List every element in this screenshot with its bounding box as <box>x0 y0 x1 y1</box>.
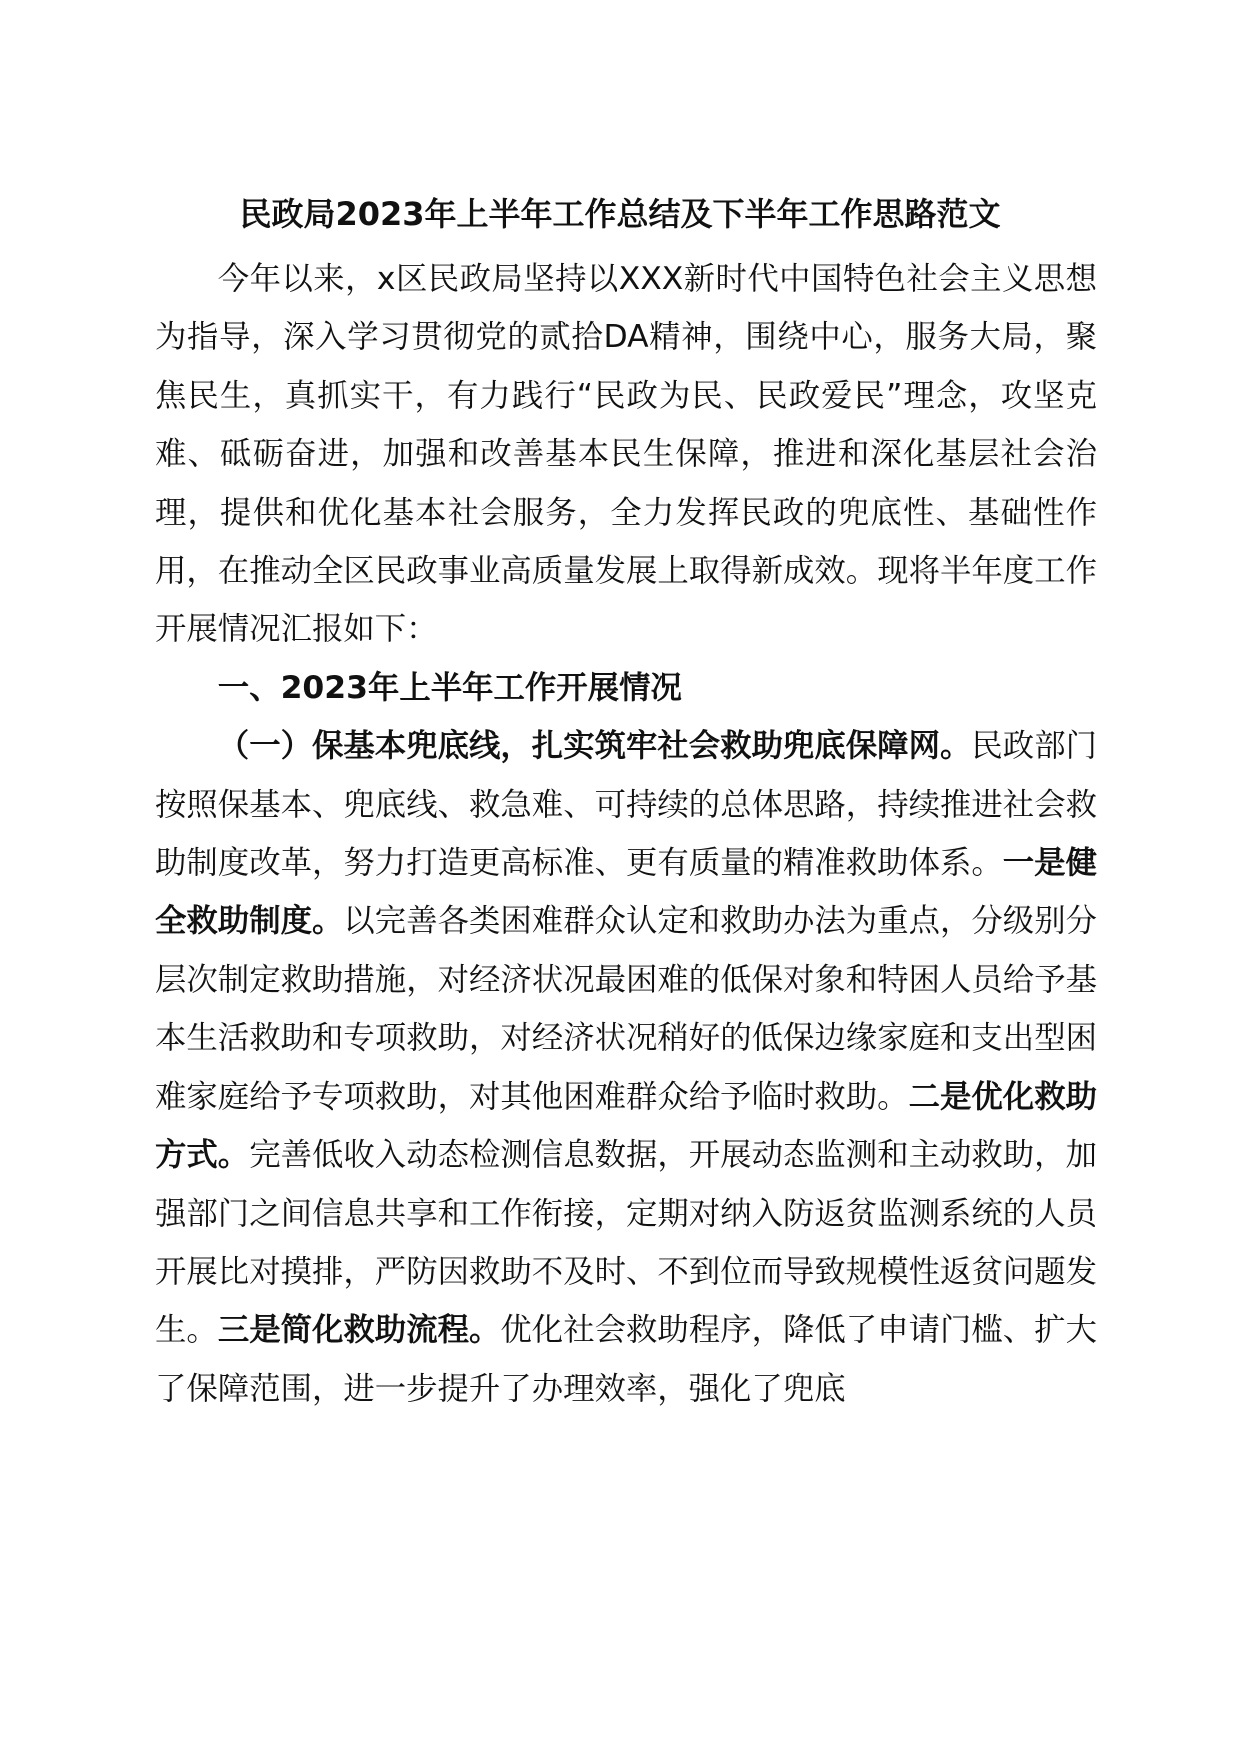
point-2-text: 完善低收入动态检测信息数据，开展动态监测和主动救助，加强部门之间信息共享和工作衔接，定期对纳入防返贫监测系统的人员开展比对摸排，严防因救助不及时、不到位而导致规模性返贫问题发生。 <box>155 1137 1097 1349</box>
point-1-label: 一是健全救助制度。 <box>155 845 1097 940</box>
subsection-paragraph <box>155 717 1097 1418</box>
document-title: 民政局2023年上半年工作总结及下半年工作思路范文 <box>239 195 1001 233</box>
point-1-text: 以完善各类困难群众认定和救助办法为重点，分级别分层次制定救助措施，对经济状况最困难的低保对象和特困人员给予基本生活救助和专项救助，对经济状况稍好的低保边缘家庭和支出型困难家庭给予专项救助，对其他困难群众给予临时救助。 <box>155 903 1097 1115</box>
document-body <box>155 250 1097 1418</box>
intro-paragraph: 今年以来，x区民政局坚持以XXX新时代中国特色社会主义思想为指导，深入学习贯彻党的贰拾DA精神，围绕中心，服务大局，聚焦民生，真抓实干，有力践行“民政为民、民政爱民”理念，攻坚克难、砥砺奋进，加强和改善基本民生保障，推进和深化基层社会治理，提供和优化基本社会服务，全力发挥民政的兜底性、基础性作用，在推动全区民政事业高质量发展上取得新成效。现将半年度工作开展情况汇报如下： <box>155 261 1097 648</box>
subsection-text: 民政部门按照保基本、兜底线、救急难、可持续的总体思路，持续推进社会救助制度改革，努力打造更高标准、更有质量的精准救助体系。 <box>155 728 1097 882</box>
subsection-heading: （一）保基本兜底线，扎实筑牢社会救助兜底保障网。 <box>217 728 972 765</box>
point-3-text: 优化社会救助程序，降低了申请门槛、扩大了保障范围，进一步提升了办理效率，强化了兜底 <box>155 1312 1097 1407</box>
point-2-label: 二是优化救助方式。 <box>155 1078 1097 1174</box>
section-heading: 一、2023年上半年工作开展情况 <box>217 669 682 706</box>
point-3-label: 三是简化救助流程。 <box>217 1312 501 1349</box>
